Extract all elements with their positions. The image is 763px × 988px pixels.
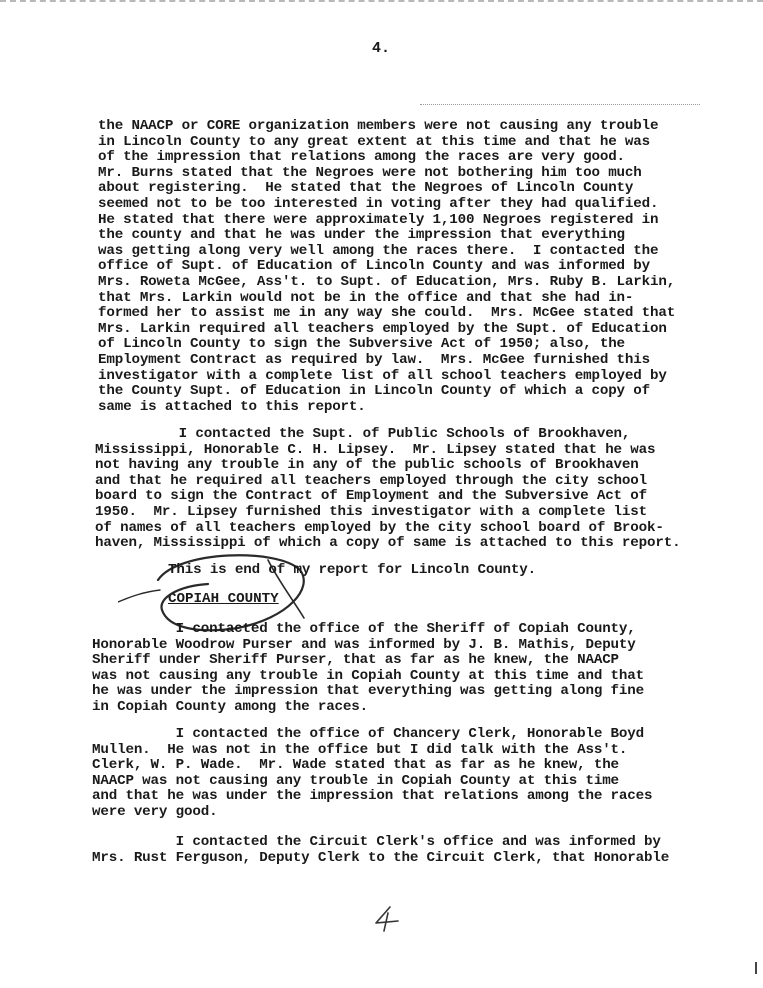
text-line: Mrs. Rust Ferguson, Deputy Clerk to the Circuit Clerk, that Honorable xyxy=(92,849,670,866)
text-line: Clerk, W. P. Wade. Mr. Wade stated that as far as he knew, the xyxy=(92,757,619,774)
edge-scan-mark xyxy=(755,962,757,974)
text-line: of the impression that relations among the races are very good. xyxy=(98,149,625,166)
text-line: not having any trouble in any of the public schools of Brookhaven xyxy=(95,457,639,474)
faint-bleed-line xyxy=(420,104,700,105)
text-line: office of Supt. of Education of Lincoln County and was informed by xyxy=(98,258,651,275)
text-line: Employment Contract as required by law. Mrs. McGee furnished this xyxy=(98,352,651,368)
text-line: Sheriff under Sheriff Purser, that as far as he knew, the NAACP xyxy=(92,652,619,669)
text-line: that Mrs. Larkin would not be in the office and that she had in- xyxy=(98,289,634,306)
text-line: Mrs. Larkin required all teachers employed by the Supt. of Education xyxy=(98,320,667,337)
text-line: I contacted the office of the Sheriff of Copiah County, xyxy=(92,621,636,637)
text-line: about registering. He stated that the Negroes of Lincoln County xyxy=(98,180,634,197)
text-line: formed her to assist me in any way she could. Mrs. McGee stated that xyxy=(98,305,676,322)
text-line: Mississippi, Honorable C. H. Lipsey. Mr. Lipsey stated that he was xyxy=(95,441,656,458)
text-line: same is attached to this report. xyxy=(98,398,366,415)
text-line: were very good. xyxy=(92,804,218,820)
text-line: Honorable Woodrow Purser and was informed by J. B. Mathis, Deputy xyxy=(92,636,636,653)
text-line: was not causing any trouble in Copiah County at this time and that xyxy=(92,667,645,684)
text-line: Mr. Burns stated that the Negroes were not bothering him too much xyxy=(98,164,642,181)
text-line: the County Supt. of Education in Lincoln County of which a copy of xyxy=(98,383,651,400)
text-line: investigator with a complete list of all school teachers employed by xyxy=(98,367,667,384)
text-line: was getting along very well among the races there. I contacted the xyxy=(98,242,659,259)
text-line: I contacted the Supt. of Public Schools of Brookhaven, xyxy=(95,426,631,442)
text-line: in Lincoln County to any great extent at this time and that he was xyxy=(98,133,651,150)
text-line: of names of all teachers employed by the city school board of Brook- xyxy=(95,519,664,536)
text-line: seemed not to be too interested in voting after they had qualified. xyxy=(98,196,659,212)
text-line: I contacted the office of Chancery Clerk, Honorable Boyd xyxy=(92,726,645,742)
text-line: This is end of my report for Lincoln County. xyxy=(168,562,537,578)
text-line: board to sign the Contract of Employment and the Subversive Act of xyxy=(95,488,648,505)
text-line: Mullen. He was not in the office but I did talk with the Ass't. xyxy=(92,741,628,758)
text-line: 1950. Mr. Lipsey furnished this investigator with a complete list xyxy=(95,504,648,520)
text-line: the county and that he was under the impression that everything xyxy=(98,227,625,244)
text-line: of Lincoln County to sign the Subversive Act of 1950; also, the xyxy=(98,336,625,353)
text-line: He stated that there were approximately 1,100 Negroes registered in xyxy=(98,211,659,228)
text-line: in Copiah County among the races. xyxy=(92,699,369,715)
section-heading-copiah-county: COPIAH COUNTY xyxy=(168,591,279,607)
page-number: 4. xyxy=(372,40,391,57)
text-line: the NAACP or CORE organization members were not causing any trouble xyxy=(98,118,659,134)
text-line: he was under the impression that everything was getting along fine xyxy=(92,683,645,700)
text-line: and that he was under the impression that relations among the races xyxy=(92,788,653,805)
text-line: Mrs. Roweta McGee, Ass't. to Supt. of Education, Mrs. Ruby B. Larkin, xyxy=(98,274,676,290)
text-line: I contacted the Circuit Clerk's office and was informed by xyxy=(92,834,661,850)
handwritten-page-number xyxy=(372,905,402,933)
page-top-edge xyxy=(0,0,763,2)
text-line: and that he required all teachers employed through the city school xyxy=(95,472,648,489)
text-line: NAACP was not causing any trouble in Copiah County at this time xyxy=(92,772,619,789)
text-line: haven, Mississippi of which a copy of same is attached to this report. xyxy=(95,535,681,552)
